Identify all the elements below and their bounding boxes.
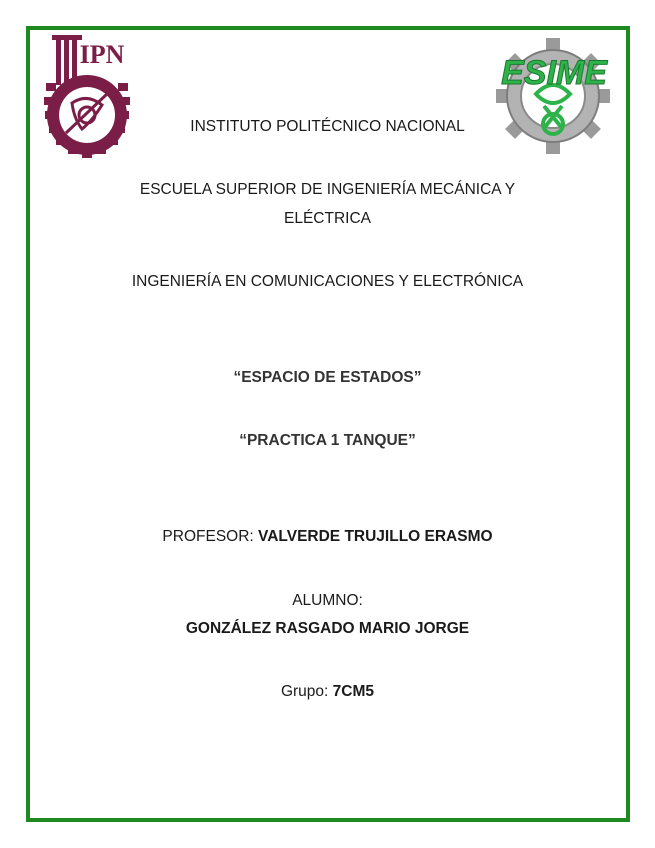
esime-logo — [486, 36, 622, 156]
group-label: Grupo: — [280, 683, 329, 700]
group-value: 7CM5 — [332, 683, 375, 700]
group-line — [0, 682, 655, 702]
program-name: INGENIERÍA EN COMUNICACIONES Y ELECTRÓNICA — [131, 273, 524, 290]
student-label: ALUMNO: — [292, 592, 363, 609]
professor-label: PROFESOR: — [162, 528, 254, 545]
student-name: GONZÁLEZ RASGADO MARIO JORGE — [185, 620, 470, 637]
esime-logo-text: ESIME — [501, 54, 607, 92]
school-name-line-2: ELÉCTRICA — [284, 210, 371, 227]
document-subtitle: “PRACTICA 1 TANQUE” — [239, 432, 416, 449]
ipn-logo — [42, 33, 132, 161]
ipn-logo-text: IPN — [79, 40, 125, 69]
professor-name: VALVERDE TRUJILLO ERASMO — [258, 528, 493, 545]
document-title: “ESPACIO DE ESTADOS” — [233, 369, 422, 386]
school-name-line-1: ESCUELA SUPERIOR DE INGENIERÍA MECÁNICA Y — [139, 181, 516, 198]
professor-line — [0, 527, 655, 547]
institution-name: INSTITUTO POLITÉCNICO NACIONAL — [190, 118, 465, 135]
